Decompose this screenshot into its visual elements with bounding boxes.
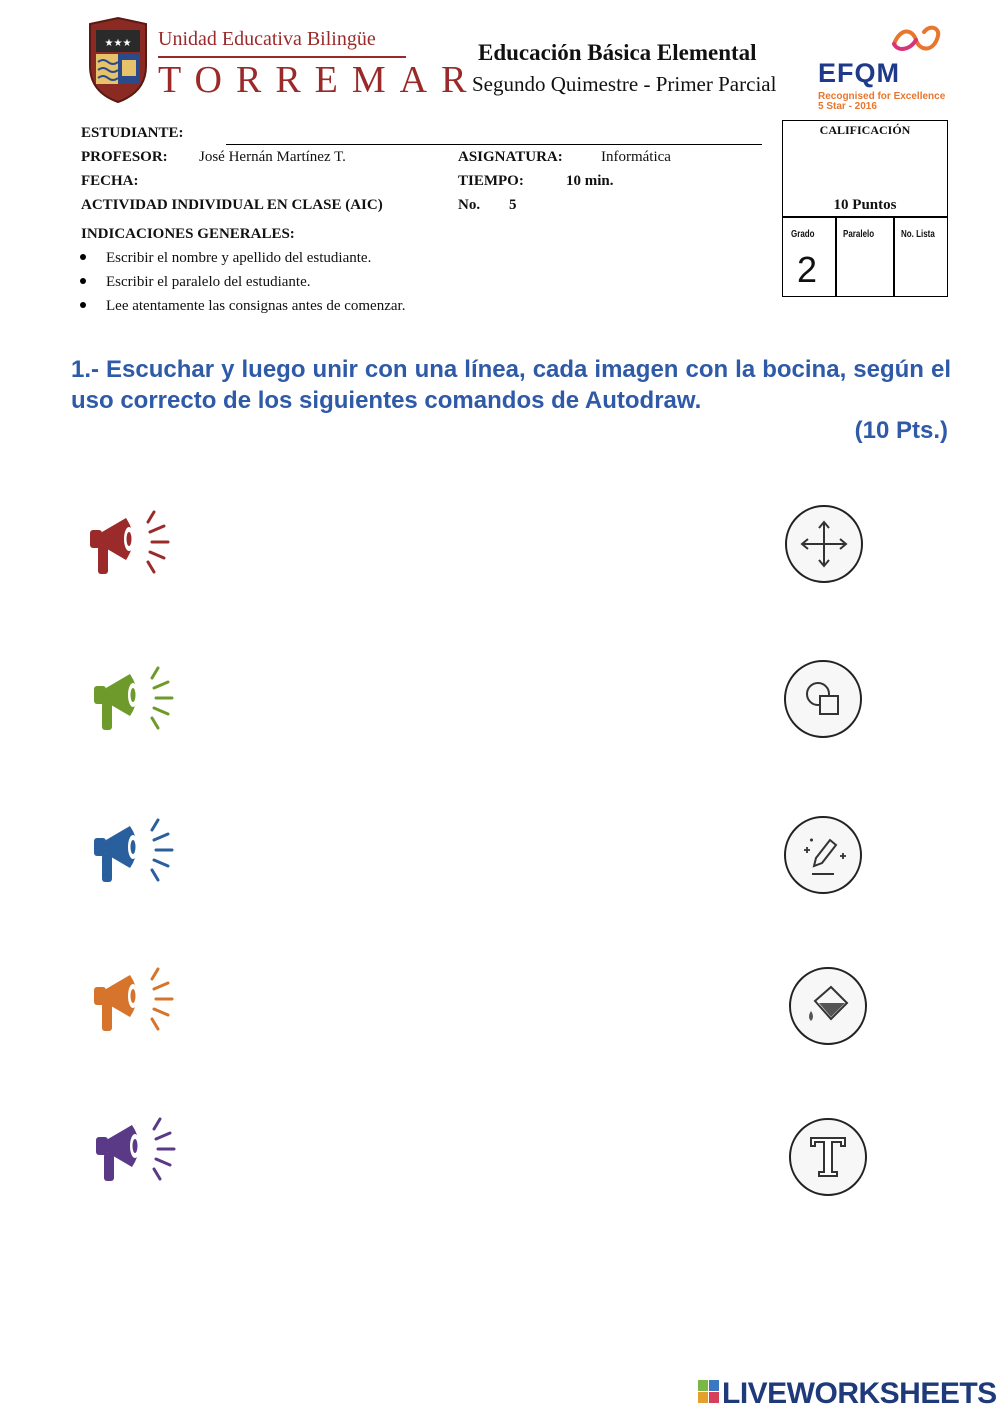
efqm-recognition [818,92,945,112]
grade-box-header: CALIFICACIÓN [819,123,911,137]
svg-text:★★★: ★★★ [104,38,132,49]
list-col-label: No. Lista [901,229,935,240]
text-icon[interactable] [787,1116,869,1198]
grade-value[interactable]: 2 [797,249,818,290]
bullet-icon [80,254,86,260]
move-icon[interactable] [783,503,865,585]
liveworksheets-logo-icon [698,1380,720,1404]
fill-icon[interactable] [787,965,869,1047]
instruction-item [80,274,311,291]
shape-icon[interactable] [782,658,864,740]
school-name-torremar: TORREMAR [158,59,481,101]
efqm-infinity-logo [890,22,942,56]
number-value: 5 [509,197,517,213]
grade-box-col-divider [835,217,837,296]
grade-box-col-divider [893,217,895,296]
school-name: Unidad Educativa Bilingüe [158,28,376,50]
activity-label: ACTIVIDAD INDIVIDUAL EN CLASE (AIC) [81,197,383,213]
instruction-text: Escribir el nombre y apellido del estudiante. [106,250,372,266]
student-label: ESTUDIANTE: [81,125,184,141]
grade-box-points: 10 Puntos [833,197,897,213]
time-value: 10 min. [566,173,614,189]
liveworksheets-brand: LIVEWORKSHEETS [722,1377,997,1410]
question-points: (10 Pts.) [854,417,948,444]
instruction-text: Escribir el paralelo del estudiante. [106,274,311,290]
page-title: Educación Básica Elemental [478,40,757,65]
question-text: 1.- Escuchar y luego unir con una línea, cada imagen con la bocina, según el uso correcto de los siguientes comandos de Autodraw. [71,356,951,414]
subject-label: ASIGNATURA: [458,149,563,165]
student-name-line[interactable] [226,144,762,145]
autodraw-icon[interactable] [782,814,864,896]
efqm-recognition-line1: Recognised for Excellence [818,91,946,102]
time-label: TIEMPO: [458,173,524,189]
megaphone-icon[interactable] [90,812,176,888]
grade-col-label: Grado [791,229,815,240]
instruction-item [80,298,405,315]
grade-box-divider [783,216,947,218]
grade-box [782,120,948,297]
instruction-item [80,250,371,267]
efqm-recognition-line2: 5 Star - 2016 [818,101,877,112]
number-label: No. [458,197,481,213]
school-crest-logo [84,16,152,104]
page-subtitle: Segundo Quimestre - Primer Parcial [472,72,777,96]
parallel-col-label: Paralelo [843,229,875,240]
instructions-title: INDICACIONES GENERALES: [81,226,295,242]
instruction-text: Lee atentamente las consignas antes de comenzar. [106,298,406,314]
subject-value: Informática [601,149,671,165]
teacher-label: PROFESOR: [81,149,168,165]
date-label: FECHA: [81,173,139,189]
megaphone-icon[interactable] [86,504,172,580]
megaphone-icon[interactable] [92,1111,178,1187]
bullet-icon [80,302,86,308]
efqm-brand: EFQM [818,58,900,88]
megaphone-icon[interactable] [90,660,176,736]
bullet-icon [80,278,86,284]
megaphone-icon[interactable] [90,961,176,1037]
teacher-value: José Hernán Martínez T. [199,149,346,165]
